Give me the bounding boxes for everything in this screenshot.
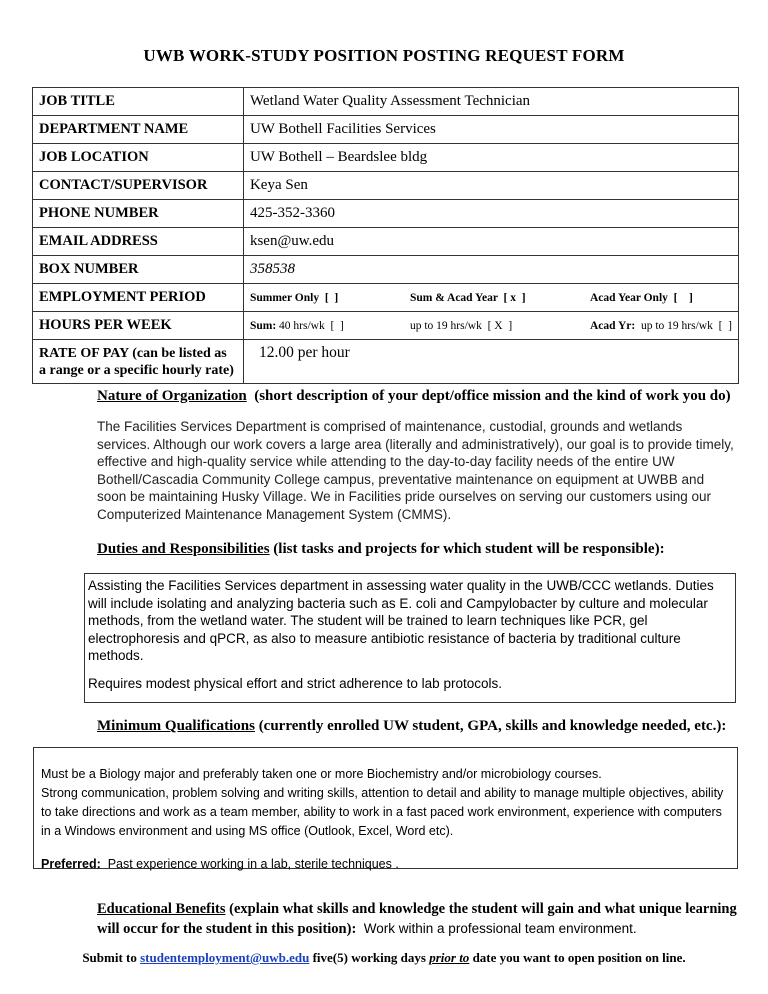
submit-pre: Submit to (82, 950, 141, 965)
quals-preferred (41, 855, 730, 874)
hours-sum-acad: up to 19 hrs/wk [ X ] (409, 319, 513, 332)
duties-text: Assisting the Facilities Services department in assessing water quality in the UWB/CCC wetlands. Duties will include isolating and analyzing bacteria such as E. coli and Campylobacter by culture and molecular methods, from the wetland water. The student will be trained to learn techniques like PCR, gel electrophoresis and qPCR, as also to measure antibiotic resistance of bacteria by traditional culture methods. (88, 578, 714, 663)
period-summer-only: Summer Only [ ] (249, 291, 339, 304)
row-box (33, 256, 739, 284)
duties-heading (97, 541, 665, 558)
quals-heading (97, 718, 726, 735)
hours-options (243, 312, 738, 340)
nature-heading-title: Nature of Organization (97, 388, 247, 404)
location-label: JOB LOCATION (33, 144, 244, 172)
job-title-label: JOB TITLE (33, 88, 244, 116)
period-acad-only: Acad Year Only [ ] (589, 291, 693, 304)
row-pay (33, 340, 739, 384)
quals-heading-title: Minimum Qualifications (97, 718, 255, 734)
duties-heading-desc: (list tasks and projects for which student will be responsible): (269, 541, 665, 557)
email-value: ksen@uw.edu (243, 228, 738, 256)
quals-major: Must be a Biology major and preferably taken one or more Biochemistry and/or microbiology courses. (41, 767, 602, 781)
row-hours (33, 312, 739, 340)
phone-label: PHONE NUMBER (33, 200, 244, 228)
job-title-value: Wetland Water Quality Assessment Technician (243, 88, 738, 116)
edu-heading-desc: (explain what skills and knowledge the student will gain and what unique learning will occur for the student in this position): (97, 901, 737, 937)
department-label: DEPARTMENT NAME (33, 116, 244, 144)
quals-skills: Strong communication, problem solving and writing skills, attention to detail and ability to manage multiple objectives, ability to take directions and work as a team member, ability to work in a fast paced work environment, experience with computers in a Windows environment and using MS office (Outlook, Excel, Word etc). (41, 786, 724, 838)
row-period (33, 284, 739, 312)
department-value: UW Bothell Facilities Services (243, 116, 738, 144)
period-label: EMPLOYMENT PERIOD (33, 284, 244, 312)
form-title: UWB WORK-STUDY POSITION POSTING REQUEST FORM (143, 46, 625, 65)
submit-email-link[interactable]: studentemployment@uwb.edu (140, 950, 310, 965)
contact-label: CONTACT/SUPERVISOR (33, 172, 244, 200)
email-label: EMAIL ADDRESS (33, 228, 244, 256)
submit-emph: prior to (429, 950, 470, 965)
row-email (33, 228, 739, 256)
info-table (32, 87, 739, 384)
pay-value: 12.00 per hour (243, 340, 738, 384)
box-value: 358538 (243, 256, 738, 284)
hours-summer (250, 320, 410, 332)
nature-text: The Facilities Services Department is comprised of maintenance, custodial, grounds and wetlands services. Although our work covers a large area (literally and administratively), our goal is to provide timely, effective and high-quality service while attending to the day-to-day facility needs of the entire UW Bothell/Cascadia Community College campus, preventative maintenance on equipment at UWBB and soon be maintaining Husky Village. We in Facilities pride ourselves on serving our customers using our Computerized Maintenance Management System (CMMS). (97, 419, 734, 522)
edu-text: Work within a professional team environment. (356, 921, 637, 936)
hours-summer-label: Sum: (249, 319, 277, 332)
row-location (33, 144, 739, 172)
duties-box (84, 573, 736, 703)
hours-acad (590, 320, 732, 332)
submit-post: date you want to open position on line. (469, 950, 686, 965)
hours-summer-value: 40 hrs/wk [ ] (276, 319, 344, 332)
duties-requirements: Requires modest physical effort and strict adherence to lab protocols. (88, 675, 502, 691)
phone-value: 425-352-3360 (243, 200, 738, 228)
submit-note (0, 950, 768, 966)
row-phone (33, 200, 739, 228)
hours-acad-value: up to 19 hrs/wk [ ] (635, 319, 732, 332)
location-value: UW Bothell – Beardslee bldg (243, 144, 738, 172)
row-job-title (33, 88, 739, 116)
pay-label: RATE OF PAY (can be listed as a range or a specific hourly rate) (33, 340, 244, 384)
quals-heading-desc: (currently enrolled UW student, GPA, skills and knowledge needed, etc.): (254, 718, 727, 734)
nature-heading-desc: (short description of your dept/office mission and the kind of work you do) (246, 388, 731, 404)
box-label: BOX NUMBER (33, 256, 244, 284)
duties-heading-title: Duties and Responsibilities (97, 541, 270, 557)
quals-preferred-text: Past experience working in a lab, sterile techniques . (100, 857, 399, 871)
contact-value: Keya Sen (243, 172, 738, 200)
edu-section (97, 900, 747, 939)
hours-acad-label: Acad Yr: (589, 319, 636, 332)
row-department (33, 116, 739, 144)
submit-mid: five(5) working days (309, 950, 430, 965)
edu-heading-title: Educational Benefits (97, 901, 226, 917)
period-sum-acad: Sum & Acad Year [ x ] (409, 291, 526, 304)
quals-preferred-label: Preferred: (41, 857, 101, 871)
quals-box (33, 747, 738, 869)
row-contact (33, 172, 739, 200)
hours-label: HOURS PER WEEK (33, 312, 244, 340)
nature-heading (97, 388, 731, 405)
period-options (243, 284, 738, 312)
